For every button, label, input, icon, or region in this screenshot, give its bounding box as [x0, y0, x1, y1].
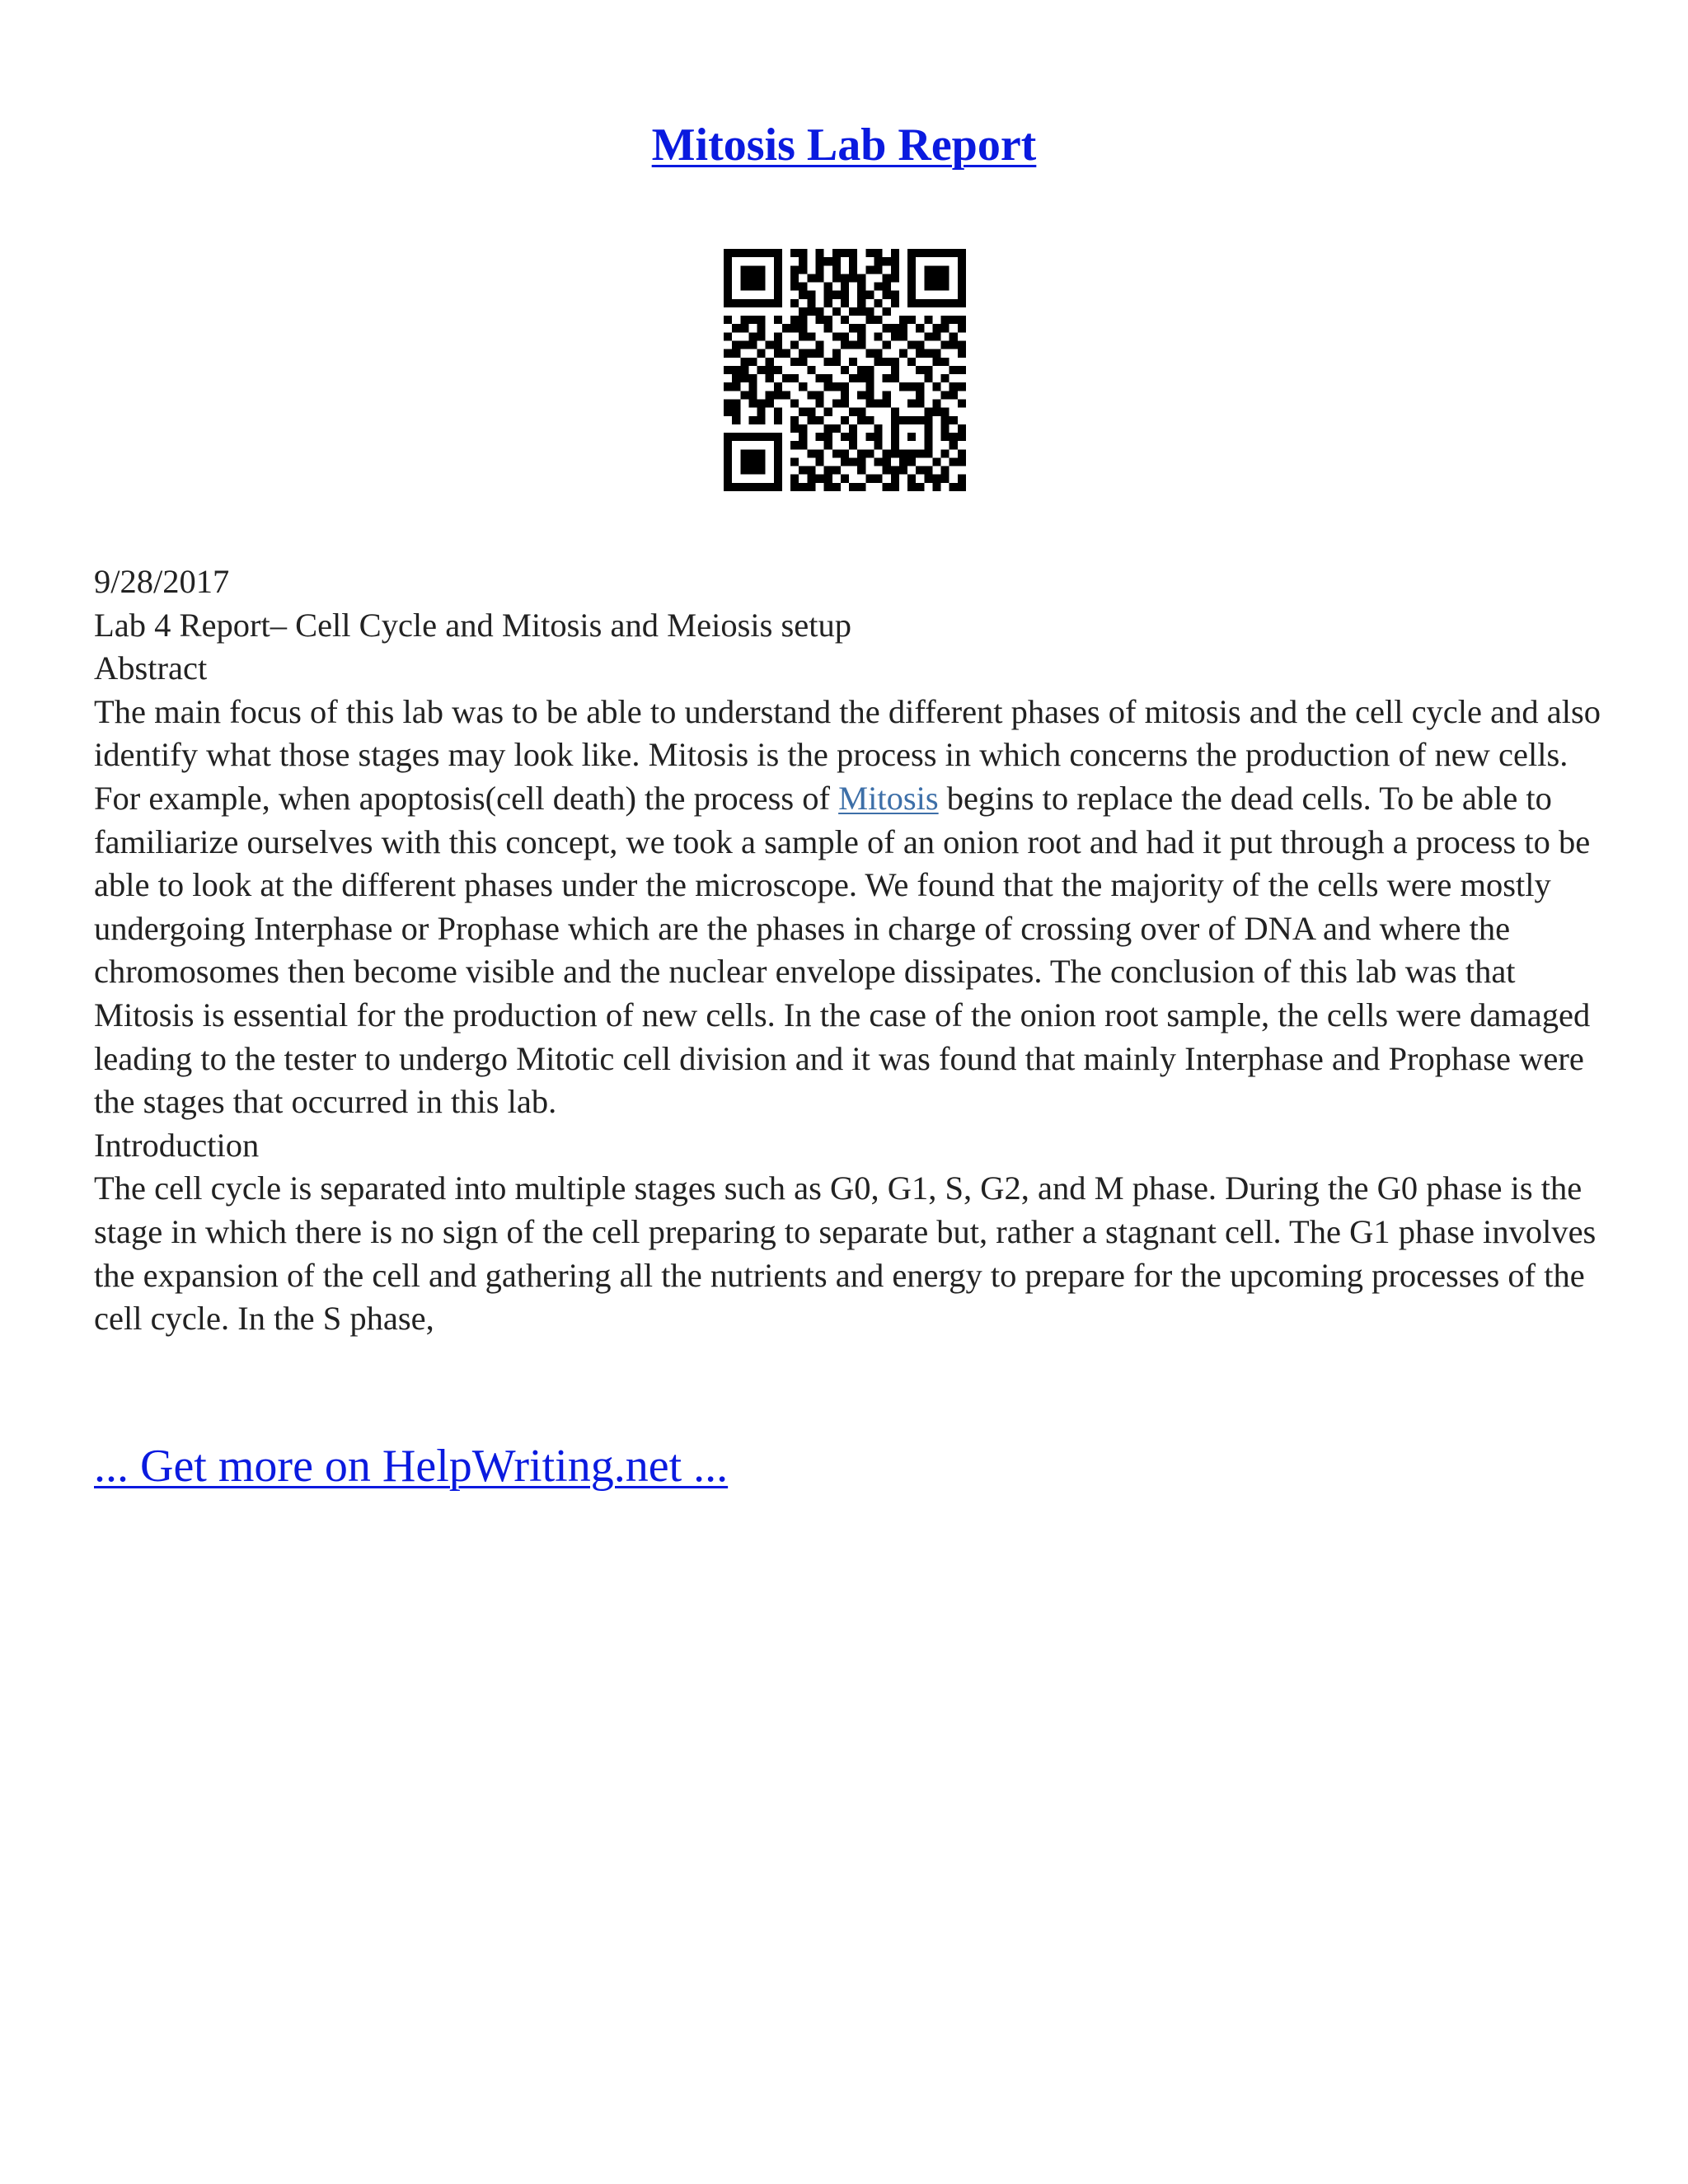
qr-code-icon: [724, 249, 966, 491]
abstract-text-part2: begins to replace the dead cells. To be able to familiarize ourselves with this concept, we took a sample of an onion root and had it put through a process to be able to look at the different phases under the microscope. We found that the majority of the cells were mostly undergoing Interphase or Prophase which are the phases in charge of crossing over of DNA and where the chromosomes then become visible and the nuclear envelope dissipates. The conclusion of this lab was that Mitosis is essential for the production of new cells. In the case of the onion root sample, the cells were damaged leading to the tester to undergo Mitotic cell division and it was found that mainly Interphase and Prophase were the stages that occurred in this lab.: [94, 779, 1591, 1121]
abstract-heading: Abstract: [94, 649, 208, 687]
introduction-heading: Introduction: [94, 1126, 260, 1164]
abstract-paragraph: [94, 691, 1602, 1124]
document-body: [94, 560, 1602, 1341]
title-link[interactable]: Mitosis Lab Report: [651, 120, 1037, 171]
report-subtitle: Lab 4 Report– Cell Cycle and Mitosis and Meiosis setup: [94, 606, 852, 644]
get-more-link-container: [94, 1437, 728, 1495]
mitosis-link[interactable]: Mitosis: [838, 779, 939, 817]
report-date: 9/28/2017: [94, 563, 230, 600]
introduction-paragraph: The cell cycle is separated into multiple stages such as G0, G1, S, G2, and M phase. During the G0 phase is the stage in which there is no sign of the cell preparing to separate but, rather a stagnant cell. The G1 phase involves the expansion of the cell and gathering all the nutrients and energy to prepare for the upcoming processes of the cell cycle. In the S phase,: [94, 1169, 1597, 1338]
abstract-text-part1: The main focus of this lab was to be able to understand the different phases of mitosis and the cell cycle and also identify what those stages may look like. Mitosis is the process in which concerns the production of new cells. For example, when apoptosis(cell death) the process of: [94, 692, 1601, 817]
page-title: [0, 115, 1688, 175]
get-more-link[interactable]: ... Get more on HelpWriting.net ...: [94, 1441, 729, 1492]
